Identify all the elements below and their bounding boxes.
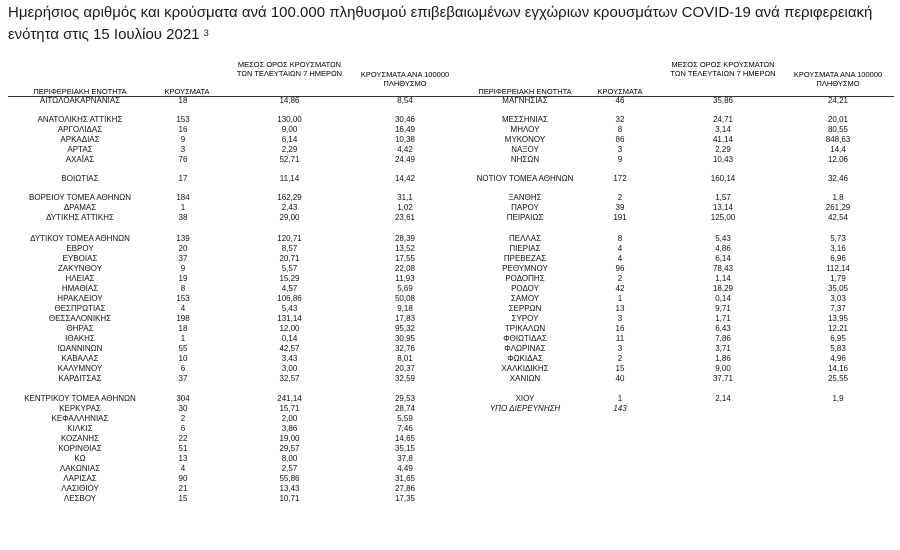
cell-cases: 30 bbox=[178, 404, 188, 413]
cell-cases: 143 bbox=[613, 404, 627, 413]
cell-avg: 2,14 bbox=[715, 394, 731, 403]
cell-cases: 6 bbox=[180, 364, 186, 373]
cell-cases: 153 bbox=[176, 115, 190, 124]
cell-per100k: 7,46 bbox=[397, 424, 413, 433]
cell-cases: 55 bbox=[178, 344, 188, 353]
table-row bbox=[0, 414, 900, 423]
cell-region: ΗΜΑΘΙΑΣ bbox=[61, 284, 99, 293]
cell-region: ΑΧΑΪΑΣ bbox=[65, 155, 95, 164]
cell-per100k: 29,53 bbox=[394, 394, 416, 403]
cell-region: ΧΑΝΙΩΝ bbox=[509, 374, 541, 383]
cell-cases: 6 bbox=[180, 424, 186, 433]
cell-region: ΜΑΓΝΗΣΙΑΣ bbox=[502, 96, 548, 105]
cell-avg: 24,71 bbox=[712, 115, 734, 124]
cell-avg: 3,14 bbox=[715, 125, 731, 134]
cell-per100k: 30,95 bbox=[394, 334, 416, 343]
cell-avg: 13,43 bbox=[279, 484, 300, 493]
cell-per100k: 17,83 bbox=[394, 314, 416, 323]
cell-avg: 32,57 bbox=[279, 374, 300, 383]
cell-per100k: 13,52 bbox=[394, 244, 416, 253]
cell-region: ΣΕΡΡΩΝ bbox=[508, 304, 542, 313]
cell-cases: 1 bbox=[180, 203, 186, 212]
cell-per100k: 14,65 bbox=[394, 434, 416, 443]
right-header-region: ΠΕΡΙΦΕΡΕΙΑΚΗ ΕΝΟΤΗΤΑ bbox=[478, 87, 572, 96]
cell-cases: 51 bbox=[178, 444, 188, 453]
cell-region: ΑΡΤΑΣ bbox=[67, 145, 93, 154]
cell-region: ΠΡΕΒΕΖΑΣ bbox=[503, 254, 547, 263]
table-row bbox=[0, 314, 900, 323]
cell-region: ΜΗΛΟΥ bbox=[510, 125, 540, 134]
cell-cases: 90 bbox=[178, 474, 188, 483]
cell-cases: 37 bbox=[178, 374, 188, 383]
cell-region: ΡΕΘΥΜΝΟΥ bbox=[502, 264, 548, 273]
cell-region: ΚΟΖΑΝΗΣ bbox=[60, 434, 100, 443]
cell-avg: 10,71 bbox=[279, 494, 300, 503]
cell-cases: 40 bbox=[615, 374, 625, 383]
table-row bbox=[0, 324, 900, 333]
cell-per100k: 80,55 bbox=[827, 125, 849, 134]
cell-cases: 2 bbox=[617, 274, 623, 283]
right-header-avg: ΜΕΣΟΣ ΟΡΟΣ ΚΡΟΥΣΜΑΤΩΝ ΤΩΝ ΤΕΛΕΥΤΑΙΩΝ 7 ΗΜΕΡΩΝ bbox=[670, 60, 776, 78]
cell-avg: 1,71 bbox=[715, 314, 731, 323]
cell-per100k: 24,49 bbox=[394, 155, 416, 164]
cell-region: ΛΑΣΙΘΙΟΥ bbox=[61, 484, 99, 493]
cell-per100k: 42,54 bbox=[827, 213, 849, 222]
cell-cases: 304 bbox=[176, 394, 190, 403]
cell-avg: 5,43 bbox=[281, 304, 298, 313]
cell-region: ΝΑΞΟΥ bbox=[511, 145, 539, 154]
cell-region: ΘΕΣΣΑΛΟΝΙΚΗΣ bbox=[48, 314, 112, 323]
cell-per100k: 12,21 bbox=[827, 324, 849, 333]
cell-avg: 52,71 bbox=[279, 155, 300, 164]
cell-per100k: 848,63 bbox=[825, 135, 851, 144]
cell-per100k: 13,95 bbox=[827, 314, 849, 323]
table-row bbox=[0, 284, 900, 293]
cell-per100k: 30,46 bbox=[394, 115, 416, 124]
cell-region: ΗΡΑΚΛΕΙΟΥ bbox=[57, 294, 103, 303]
cell-per100k: 1,9 bbox=[832, 394, 844, 403]
cell-avg: 6,14 bbox=[715, 254, 731, 263]
cell-cases: 15 bbox=[178, 494, 188, 503]
cell-cases: 76 bbox=[178, 155, 188, 164]
cell-cases: 3 bbox=[180, 145, 186, 154]
cell-cases: 1 bbox=[617, 294, 623, 303]
page-title bbox=[8, 2, 878, 46]
cell-region: ΧΙΟΥ bbox=[515, 394, 535, 403]
cell-avg: 14,86 bbox=[279, 96, 300, 105]
cell-cases: 2 bbox=[617, 193, 623, 202]
cell-cases: 20 bbox=[178, 244, 188, 253]
cell-region: ΕΒΡΟΥ bbox=[66, 244, 94, 253]
cell-avg: 6,43 bbox=[715, 324, 731, 333]
cell-cases: 1 bbox=[180, 334, 186, 343]
cell-per100k: 4,49 bbox=[397, 464, 413, 473]
table-row bbox=[0, 254, 900, 263]
cell-per100k: 5,73 bbox=[830, 234, 846, 243]
cell-per100k: 3,16 bbox=[830, 244, 846, 253]
cell-region: ΣΥΡΟΥ bbox=[511, 314, 539, 323]
cell-per100k: 4,42 bbox=[397, 145, 413, 154]
cell-per100k: 27,86 bbox=[394, 484, 416, 493]
table-row bbox=[0, 244, 900, 253]
table-row bbox=[0, 304, 900, 313]
cell-region: ΧΑΛΚΙΔΙΚΗΣ bbox=[501, 364, 549, 373]
table-row bbox=[0, 203, 900, 212]
cell-per100k: 22,08 bbox=[394, 264, 416, 273]
cell-per100k: 23,61 bbox=[394, 213, 416, 222]
cell-avg: 9,00 bbox=[281, 125, 298, 134]
cell-avg: 3,43 bbox=[281, 354, 298, 363]
table-row bbox=[0, 364, 900, 373]
cell-per100k: 6,95 bbox=[830, 334, 846, 343]
cell-cases: 13 bbox=[615, 304, 625, 313]
table-row bbox=[0, 145, 900, 154]
cell-avg: 2,29 bbox=[281, 145, 298, 154]
cell-cases: 9 bbox=[617, 155, 623, 164]
cell-region: ΑΝΑΤΟΛΙΚΗΣ ΑΤΤΙΚΗΣ bbox=[37, 115, 123, 124]
table-row bbox=[0, 464, 900, 473]
cell-region: ΦΛΩΡΙΝΑΣ bbox=[504, 344, 546, 353]
cell-region: ΕΥΒΟΙΑΣ bbox=[62, 254, 98, 263]
cell-region: ΘΗΡΑΣ bbox=[66, 324, 94, 333]
cell-cases: 9 bbox=[180, 135, 186, 144]
cell-cases: 18 bbox=[178, 96, 188, 105]
cell-avg: 19,00 bbox=[279, 434, 300, 443]
cell-avg: 2,43 bbox=[281, 203, 298, 212]
table-row bbox=[0, 125, 900, 134]
table-row bbox=[0, 174, 900, 183]
cell-region: ΚΕΦΑΛΛΗΝΙΑΣ bbox=[51, 414, 109, 423]
cell-cases: 18 bbox=[178, 324, 188, 333]
cell-avg: 0,14 bbox=[281, 334, 298, 343]
cell-cases: 3 bbox=[617, 145, 623, 154]
cell-region: ΠΕΙΡΑΙΩΣ bbox=[506, 213, 544, 222]
cell-avg: 55,86 bbox=[279, 474, 300, 483]
cell-per100k: 5,69 bbox=[397, 284, 413, 293]
title-footnote: 3 bbox=[203, 28, 209, 38]
cell-region: ΛΑΡΙΣΑΣ bbox=[63, 474, 97, 483]
cell-region: ΡΟΔΟΥ bbox=[511, 284, 539, 293]
cell-region: ΖΑΚΥΝΘΟΥ bbox=[57, 264, 103, 273]
cell-region: ΙΩΑΝΝΙΝΩΝ bbox=[57, 344, 103, 353]
cell-avg: 41,14 bbox=[712, 135, 734, 144]
cell-avg: 37,71 bbox=[712, 374, 734, 383]
cell-cases: 4 bbox=[617, 254, 623, 263]
cell-region: ΝΟΤΙΟΥ ΤΟΜΕΑ ΑΘΗΝΩΝ bbox=[476, 174, 574, 183]
cell-region: ΥΠΟ ΔΙΕΡΕΥΝΗΣΗ bbox=[489, 404, 561, 413]
cell-region: ΠΕΛΛΑΣ bbox=[508, 234, 542, 243]
cell-per100k: 14,16 bbox=[827, 364, 849, 373]
cell-avg: 2,29 bbox=[715, 145, 731, 154]
right-header-cases: ΚΡΟΥΣΜΑΤΑ bbox=[597, 87, 643, 96]
cell-avg: 130,00 bbox=[277, 115, 302, 124]
table-row bbox=[0, 294, 900, 303]
cell-avg: 1,86 bbox=[715, 354, 731, 363]
cell-avg: 4,57 bbox=[281, 284, 298, 293]
cell-per100k: 10,38 bbox=[394, 135, 416, 144]
cell-region: ΔΥΤΙΚΗΣ ΑΤΤΙΚΗΣ bbox=[46, 213, 114, 222]
cell-cases: 172 bbox=[613, 174, 627, 183]
cell-per100k: 5,83 bbox=[830, 344, 846, 353]
table-row bbox=[0, 484, 900, 493]
cell-region: ΛΑΚΩΝΙΑΣ bbox=[59, 464, 101, 473]
cell-cases: 2 bbox=[180, 414, 186, 423]
cell-per100k: 17,55 bbox=[394, 254, 416, 263]
cell-region: ΠΙΕΡΙΑΣ bbox=[509, 244, 541, 253]
table-row bbox=[0, 374, 900, 383]
cell-per100k: 1,02 bbox=[397, 203, 413, 212]
cell-cases: 22 bbox=[178, 434, 188, 443]
cell-avg: 7,86 bbox=[715, 334, 731, 343]
cell-per100k: 112,14 bbox=[826, 264, 850, 273]
cell-avg: 1,14 bbox=[715, 274, 731, 283]
cell-avg: 0,14 bbox=[715, 294, 731, 303]
cell-region: ΚΙΛΚΙΣ bbox=[67, 424, 93, 433]
cell-region: ΚΑΡΔΙΤΣΑΣ bbox=[58, 374, 102, 383]
table-row bbox=[0, 234, 900, 243]
cell-avg: 5,43 bbox=[715, 234, 731, 243]
table-row bbox=[0, 115, 900, 124]
table-row bbox=[0, 344, 900, 353]
cell-per100k: 1,79 bbox=[830, 274, 846, 283]
cell-avg: 162,29 bbox=[277, 193, 302, 202]
cell-cases: 153 bbox=[176, 294, 190, 303]
cell-avg: 160,14 bbox=[710, 174, 736, 183]
cell-per100k: 37,8 bbox=[397, 454, 413, 463]
cell-per100k: 20,01 bbox=[827, 115, 849, 124]
cell-per100k: 32,46 bbox=[827, 174, 849, 183]
cell-cases: 8 bbox=[617, 234, 623, 243]
cell-cases: 39 bbox=[615, 203, 625, 212]
cell-avg: 78,43 bbox=[712, 264, 734, 273]
cell-avg: 18,29 bbox=[712, 284, 734, 293]
cell-region: ΞΑΝΘΗΣ bbox=[508, 193, 542, 202]
cell-cases: 198 bbox=[176, 314, 190, 323]
cell-region: ΔΥΤΙΚΟΥ ΤΟΜΕΑ ΑΘΗΝΩΝ bbox=[30, 234, 130, 243]
cell-avg: 120,71 bbox=[277, 234, 302, 243]
table-row bbox=[0, 264, 900, 273]
cell-per100k: 6,96 bbox=[830, 254, 846, 263]
cell-cases: 16 bbox=[615, 324, 625, 333]
cell-avg: 6,14 bbox=[281, 135, 298, 144]
cell-avg: 11,14 bbox=[279, 174, 300, 183]
cell-per100k: 24,21 bbox=[827, 96, 849, 105]
cell-region: ΚΑΛΥΜΝΟΥ bbox=[57, 364, 103, 373]
cell-avg: 15,71 bbox=[279, 404, 300, 413]
cell-per100k: 17,35 bbox=[394, 494, 416, 503]
table-row bbox=[0, 444, 900, 453]
cell-per100k: 32,59 bbox=[394, 374, 416, 383]
cell-cases: 42 bbox=[615, 284, 625, 293]
cell-region: ΜΕΣΣΗΝΙΑΣ bbox=[502, 115, 548, 124]
cell-cases: 21 bbox=[178, 484, 188, 493]
table-row bbox=[0, 454, 900, 463]
cell-per100k: 16,49 bbox=[394, 125, 416, 134]
cell-avg: 2,57 bbox=[281, 464, 298, 473]
cell-per100k: 11,93 bbox=[395, 274, 415, 283]
cell-cases: 11 bbox=[615, 334, 625, 343]
cell-per100k: 31,65 bbox=[394, 474, 416, 483]
left-header-avg: ΜΕΣΟΣ ΟΡΟΣ ΚΡΟΥΣΜΑΤΩΝ ΤΩΝ ΤΕΛΕΥΤΑΙΩΝ 7 ΗΜΕΡΩΝ bbox=[236, 60, 343, 78]
cell-avg: 106,86 bbox=[277, 294, 302, 303]
cell-avg: 15,29 bbox=[279, 274, 300, 283]
cell-avg: 125,00 bbox=[710, 213, 736, 222]
cell-region: ΔΡΑΜΑΣ bbox=[63, 203, 97, 212]
cell-per100k: 95,32 bbox=[394, 324, 416, 333]
cell-per100k: 261,29 bbox=[825, 203, 851, 212]
cell-per100k: 28,74 bbox=[394, 404, 416, 413]
table-row bbox=[0, 334, 900, 343]
cell-cases: 32 bbox=[615, 115, 625, 124]
cell-cases: 15 bbox=[615, 364, 625, 373]
cell-region: ΦΩΚΙΔΑΣ bbox=[507, 354, 543, 363]
cell-avg: 29,57 bbox=[279, 444, 300, 453]
table-row bbox=[0, 135, 900, 144]
cell-per100k: 5,59 bbox=[397, 414, 413, 423]
cell-avg: 2,00 bbox=[281, 414, 298, 423]
table-row bbox=[0, 193, 900, 202]
cell-cases: 3 bbox=[617, 314, 623, 323]
cell-region: ΜΥΚΟΝΟΥ bbox=[504, 135, 546, 144]
cell-cases: 16 bbox=[178, 125, 188, 134]
cell-avg: 4,86 bbox=[715, 244, 731, 253]
cell-cases: 4 bbox=[180, 304, 186, 313]
title-text: Ημερήσιος αριθμός και κρούσματα ανά 100.000 πληθυσμού επιβεβαιωμένων εγχώριων κρουσμάτων COVID-19 ανά περιφερειακή ενότητα στις 15 Ιουλίου 2021 bbox=[8, 4, 873, 43]
cell-cases: 9 bbox=[180, 264, 186, 273]
cell-avg: 42,57 bbox=[279, 344, 300, 353]
cell-region: ΤΡΙΚΑΛΩΝ bbox=[504, 324, 546, 333]
cell-avg: 3,71 bbox=[715, 344, 731, 353]
cell-avg: 1,57 bbox=[715, 193, 731, 202]
cell-cases: 46 bbox=[615, 96, 625, 105]
cell-cases: 3 bbox=[617, 344, 623, 353]
table-row bbox=[0, 474, 900, 483]
cell-region: ΣΑΜΟΥ bbox=[510, 294, 540, 303]
cell-per100k: 32,76 bbox=[394, 344, 416, 353]
cell-region: ΚΟΡΙΝΘΙΑΣ bbox=[58, 444, 102, 453]
cell-avg: 3,86 bbox=[281, 424, 298, 433]
cell-avg: 12,00 bbox=[279, 324, 300, 333]
cell-avg: 10,43 bbox=[712, 155, 734, 164]
cell-per100k: 25,55 bbox=[827, 374, 849, 383]
cell-avg: 9,00 bbox=[715, 364, 731, 373]
table-row bbox=[0, 213, 900, 222]
cell-avg: 20,71 bbox=[279, 254, 300, 263]
cell-avg: 8,57 bbox=[281, 244, 298, 253]
cell-per100k: 9,18 bbox=[397, 304, 413, 313]
table-row bbox=[0, 434, 900, 443]
table-row bbox=[0, 155, 900, 164]
cell-cases: 4 bbox=[617, 244, 623, 253]
cell-avg: 5,57 bbox=[281, 264, 298, 273]
cell-region: ΑΡΚΑΔΙΑΣ bbox=[60, 135, 100, 144]
cell-avg: 131,14 bbox=[277, 314, 302, 323]
cell-per100k: 4,96 bbox=[830, 354, 846, 363]
cell-region: ΡΟΔΟΠΗΣ bbox=[505, 274, 545, 283]
cell-cases: 10 bbox=[178, 354, 188, 363]
cell-per100k: 8,54 bbox=[397, 96, 413, 105]
cell-cases: 184 bbox=[176, 193, 190, 202]
table-row bbox=[0, 404, 900, 413]
cell-cases: 13 bbox=[178, 454, 188, 463]
table-row bbox=[0, 424, 900, 433]
cell-avg: 8,00 bbox=[281, 454, 298, 463]
cell-region: ΛΕΣΒΟΥ bbox=[63, 494, 97, 503]
cell-region: ΒΟΙΩΤΙΑΣ bbox=[61, 174, 99, 183]
cell-cases: 19 bbox=[178, 274, 188, 283]
cell-region: ΦΘΙΩΤΙΔΑΣ bbox=[503, 334, 547, 343]
left-header-region: ΠΕΡΙΦΕΡΕΙΑΚΗ ΕΝΟΤΗΤΑ bbox=[33, 87, 127, 96]
table-row bbox=[0, 494, 900, 503]
cell-per100k: 14,4 bbox=[830, 145, 846, 154]
cell-cases: 17 bbox=[178, 174, 188, 183]
cell-per100k: 31,1 bbox=[397, 193, 413, 202]
cell-region: ΚΑΒΑΛΑΣ bbox=[61, 354, 99, 363]
cell-region: ΗΛΕΙΑΣ bbox=[65, 274, 95, 283]
cell-cases: 96 bbox=[615, 264, 625, 273]
cell-per100k: 20,37 bbox=[394, 364, 416, 373]
cell-region: ΑΡΓΟΛΙΔΑΣ bbox=[57, 125, 103, 134]
cell-region: ΚΩ bbox=[74, 454, 86, 463]
cell-avg: 3,00 bbox=[281, 364, 298, 373]
cell-cases: 86 bbox=[615, 135, 625, 144]
cell-cases: 2 bbox=[617, 354, 623, 363]
table-row bbox=[0, 96, 900, 105]
cell-per100k: 3,03 bbox=[830, 294, 846, 303]
cell-avg: 241,14 bbox=[277, 394, 302, 403]
cell-cases: 37 bbox=[178, 254, 188, 263]
cell-per100k: 12,06 bbox=[827, 155, 849, 164]
cell-region: ΑΙΤΩΛΟΑΚΑΡΝΑΝΙΑΣ bbox=[39, 96, 121, 105]
cell-cases: 8 bbox=[617, 125, 623, 134]
cell-per100k: 35,15 bbox=[394, 444, 416, 453]
table-row bbox=[0, 354, 900, 363]
table-row bbox=[0, 394, 900, 403]
left-header-per100k: ΚΡΟΥΣΜΑΤΑ ΑΝΑ 100000 ΠΛΗΘΥΣΜΟ bbox=[360, 70, 450, 88]
cell-cases: 4 bbox=[180, 464, 186, 473]
cell-per100k: 7,37 bbox=[830, 304, 846, 313]
cell-per100k: 50,08 bbox=[394, 294, 416, 303]
cell-per100k: 28,39 bbox=[394, 234, 416, 243]
cell-region: ΝΗΣΩΝ bbox=[510, 155, 540, 164]
cell-avg: 35,86 bbox=[712, 96, 734, 105]
cell-per100k: 14,42 bbox=[394, 174, 416, 183]
right-header-per100k: ΚΡΟΥΣΜΑΤΑ ΑΝΑ 100000 ΠΛΗΘΥΣΜΟ bbox=[793, 70, 883, 88]
cell-per100k: 8,01 bbox=[397, 354, 413, 363]
cell-region: ΠΑΡΟΥ bbox=[511, 203, 539, 212]
cell-cases: 191 bbox=[613, 213, 627, 222]
cell-per100k: 1,8 bbox=[832, 193, 844, 202]
cell-cases: 38 bbox=[178, 213, 188, 222]
cell-cases: 8 bbox=[180, 284, 186, 293]
cell-avg: 9,71 bbox=[715, 304, 731, 313]
left-header-cases: ΚΡΟΥΣΜΑΤΑ bbox=[164, 87, 210, 96]
cell-region: ΚΕΝΤΡΙΚΟΥ ΤΟΜΕΑ ΑΘΗΝΩΝ bbox=[24, 394, 136, 403]
table-row bbox=[0, 274, 900, 283]
cell-avg: 29,00 bbox=[279, 213, 300, 222]
cell-per100k: 35,05 bbox=[827, 284, 849, 293]
cell-region: ΙΘΑΚΗΣ bbox=[65, 334, 95, 343]
cell-cases: 1 bbox=[617, 394, 623, 403]
cell-region: ΒΟΡΕΙΟΥ ΤΟΜΕΑ ΑΘΗΝΩΝ bbox=[28, 193, 132, 202]
cell-avg: 13,14 bbox=[712, 203, 734, 212]
cell-region: ΚΕΡΚΥΡΑΣ bbox=[59, 404, 101, 413]
cell-region: ΘΕΣΠΡΩΤΙΑΣ bbox=[54, 304, 106, 313]
cell-cases: 139 bbox=[176, 234, 190, 243]
